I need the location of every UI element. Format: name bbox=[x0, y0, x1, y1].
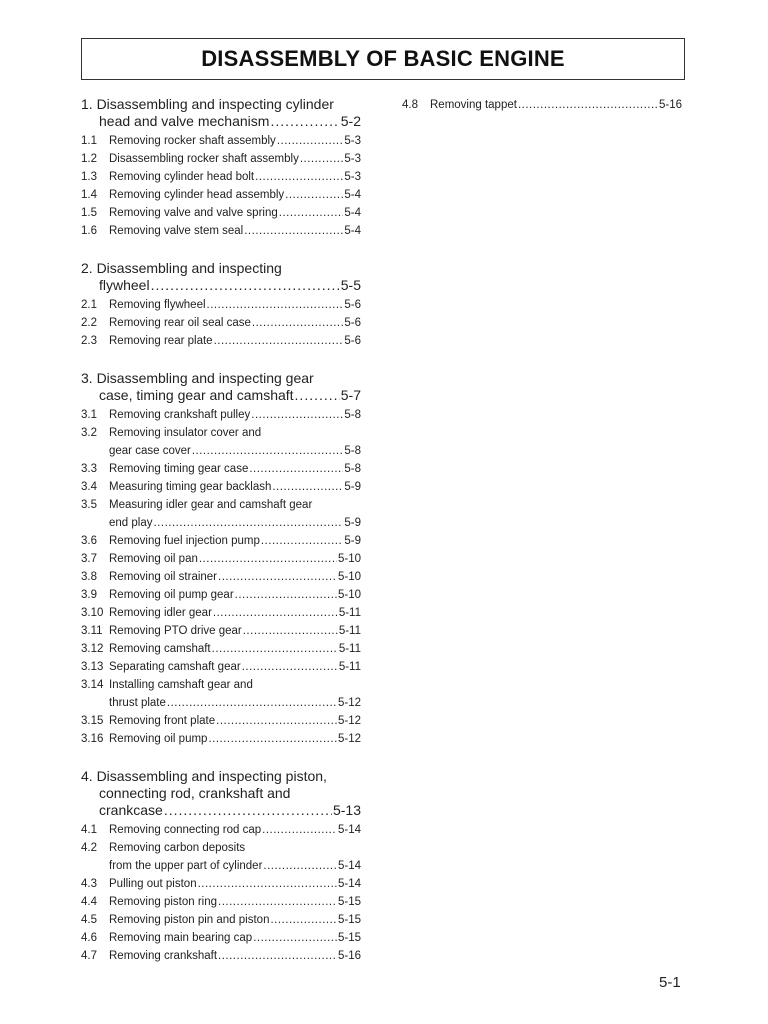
toc-right-column bbox=[402, 96, 682, 114]
dot-leader bbox=[218, 568, 337, 586]
toc-entry[interactable] bbox=[81, 204, 361, 222]
toc-section-heading-last bbox=[81, 113, 361, 130]
toc-entry-page: 5-16 bbox=[658, 99, 682, 111]
dot-leader bbox=[270, 911, 337, 929]
toc-entry-number: 1.5 bbox=[81, 207, 97, 219]
toc-entry-number: 4.7 bbox=[81, 950, 97, 962]
toc-section-heading-line: 2. Disassembling and inspecting bbox=[81, 260, 282, 276]
toc-entry-page: 5-4 bbox=[344, 225, 361, 237]
toc-entry-number: 2.2 bbox=[81, 317, 97, 329]
toc-entry-title: Removing flywheel bbox=[109, 299, 206, 311]
toc-entry[interactable] bbox=[81, 332, 361, 350]
toc-left-column bbox=[81, 96, 361, 985]
dot-leader bbox=[164, 802, 332, 819]
toc-entry[interactable] bbox=[81, 893, 361, 911]
toc-entry-number: 3.1 bbox=[81, 409, 97, 421]
toc-entry-row bbox=[81, 150, 361, 168]
toc-section-heading-line: connecting rod, crankshaft and bbox=[99, 785, 291, 801]
toc-entry-title: Removing crankshaft bbox=[109, 950, 218, 962]
toc-entry-title: Removing front plate bbox=[109, 715, 216, 727]
toc-section-heading[interactable] bbox=[81, 370, 361, 404]
toc-entry-row bbox=[81, 496, 361, 514]
toc-entry-title: Removing rear plate bbox=[109, 335, 213, 347]
dot-leader bbox=[261, 532, 344, 550]
toc-entry-continuation bbox=[81, 442, 361, 460]
toc-entry-page: 5-11 bbox=[338, 607, 361, 619]
toc-entry-continuation bbox=[81, 694, 361, 712]
toc-entry-page: 5-10 bbox=[337, 589, 361, 601]
toc-entry-page: 5-12 bbox=[337, 715, 361, 727]
toc-entry-number: 4.5 bbox=[81, 914, 97, 926]
dot-leader bbox=[263, 857, 337, 875]
toc-entry-row bbox=[81, 314, 361, 332]
toc-entry[interactable] bbox=[81, 568, 361, 586]
toc-entry-page: 5-9 bbox=[344, 481, 361, 493]
toc-section-heading-line: 3. Disassembling and inspecting gear bbox=[81, 370, 314, 386]
toc-section-heading-text: case, timing gear and camshaft bbox=[99, 387, 294, 403]
dot-leader bbox=[208, 730, 337, 748]
toc-entry[interactable] bbox=[81, 222, 361, 240]
toc-entry-number: 1.2 bbox=[81, 153, 97, 165]
dot-leader bbox=[295, 387, 340, 404]
toc-entry-page: 5-15 bbox=[337, 914, 361, 926]
toc-entry-page: 5-12 bbox=[337, 697, 361, 709]
toc-entry-row bbox=[81, 222, 361, 240]
toc-entry-number: 3.11 bbox=[81, 625, 103, 637]
dot-leader bbox=[218, 893, 337, 911]
toc-entry-row bbox=[81, 839, 361, 857]
toc-entry-row bbox=[81, 550, 361, 568]
toc-entry-row bbox=[81, 532, 361, 550]
toc-entry-continuation bbox=[81, 514, 361, 532]
toc-entry-row bbox=[81, 911, 361, 929]
toc-entry[interactable] bbox=[81, 532, 361, 550]
toc-entry-row bbox=[81, 186, 361, 204]
toc-entry-number: 3.14 bbox=[81, 679, 104, 691]
toc-entry-number: 4.4 bbox=[81, 896, 97, 908]
toc-entry-page: 5-6 bbox=[344, 335, 361, 347]
toc-section-heading[interactable] bbox=[81, 768, 361, 819]
toc-entry-title: Disassembling rocker shaft assembly bbox=[109, 153, 299, 165]
dot-leader bbox=[243, 622, 338, 640]
toc-entry-page: 5-12 bbox=[337, 733, 361, 745]
toc-entry-page: 5-16 bbox=[337, 950, 361, 962]
toc-section-heading[interactable] bbox=[81, 260, 361, 294]
toc-section-page: 5-13 bbox=[332, 802, 361, 818]
toc-section-page: 5-5 bbox=[340, 277, 361, 293]
toc-section-page: 5-7 bbox=[340, 387, 361, 403]
toc-entry-title: Removing idler gear bbox=[109, 607, 212, 619]
dot-leader bbox=[199, 550, 337, 568]
toc-entry-title: Removing valve and valve spring bbox=[109, 207, 278, 219]
toc-entry[interactable] bbox=[81, 496, 361, 532]
toc-section bbox=[81, 260, 361, 350]
toc-entry-title: Removing oil pump bbox=[109, 733, 208, 745]
toc-entry[interactable] bbox=[81, 821, 361, 839]
toc-entry-row bbox=[81, 712, 361, 730]
toc-entry-number: 4.8 bbox=[402, 99, 418, 111]
toc-entry[interactable] bbox=[81, 132, 361, 150]
toc-entry-row bbox=[81, 406, 361, 424]
toc-entry-title: Removing oil pump gear bbox=[109, 589, 234, 601]
toc-entry[interactable] bbox=[81, 947, 361, 965]
toc-section-heading-text: crankcase bbox=[99, 802, 163, 818]
toc-entry-page: 5-14 bbox=[337, 824, 361, 836]
dot-leader bbox=[272, 478, 343, 496]
toc-entry[interactable] bbox=[81, 730, 361, 748]
toc-entry[interactable] bbox=[81, 460, 361, 478]
dot-leader bbox=[300, 150, 344, 168]
toc-entry-number: 2.3 bbox=[81, 335, 97, 347]
dot-leader bbox=[198, 875, 337, 893]
toc-entry-number: 4.3 bbox=[81, 878, 97, 890]
dot-leader bbox=[153, 514, 343, 532]
toc-entry[interactable] bbox=[81, 186, 361, 204]
toc-entry-page: 5-10 bbox=[337, 571, 361, 583]
toc-section-heading-line: 1. Disassembling and inspecting cylinder bbox=[81, 96, 334, 112]
toc-entry-title: Removing cylinder head assembly bbox=[109, 189, 285, 201]
toc-section-page: 5-2 bbox=[340, 113, 361, 129]
toc-section bbox=[81, 96, 361, 240]
dot-leader bbox=[167, 694, 337, 712]
toc-entry-title-cont: end play bbox=[109, 517, 153, 529]
toc-entry-number: 1.6 bbox=[81, 225, 97, 237]
toc-entry-row bbox=[81, 568, 361, 586]
toc-entry-title-cont: thrust plate bbox=[109, 697, 166, 709]
toc-entry-row bbox=[81, 460, 361, 478]
dot-leader bbox=[212, 640, 338, 658]
toc-entry[interactable] bbox=[81, 424, 361, 460]
toc-entry-row bbox=[81, 586, 361, 604]
toc-entry[interactable] bbox=[81, 676, 361, 712]
toc-entry-title: Separating camshaft gear bbox=[109, 661, 241, 673]
toc-entry-number: 2.1 bbox=[81, 299, 97, 311]
dot-leader bbox=[518, 96, 658, 114]
page-number: 5-1 bbox=[659, 974, 681, 991]
toc-entry[interactable] bbox=[81, 875, 361, 893]
toc-entry[interactable] bbox=[81, 911, 361, 929]
toc-entry-title: Removing valve stem seal bbox=[109, 225, 244, 237]
dot-leader bbox=[213, 604, 338, 622]
toc-entry-title: Installing camshaft gear and bbox=[109, 679, 253, 691]
toc-entry-row bbox=[81, 204, 361, 222]
toc-entry-page: 5-9 bbox=[344, 517, 361, 529]
toc-entry-page: 5-9 bbox=[344, 535, 361, 547]
dot-leader bbox=[192, 442, 344, 460]
toc-entry-title: Removing crankshaft pulley bbox=[109, 409, 251, 421]
toc-entry-row bbox=[81, 622, 361, 640]
dot-leader bbox=[285, 186, 343, 204]
toc-entry-page: 5-15 bbox=[337, 932, 361, 944]
dot-leader bbox=[151, 277, 340, 294]
toc-entry-number: 4.2 bbox=[81, 842, 97, 854]
dot-leader bbox=[253, 929, 337, 947]
toc-entry-title: Removing rear oil seal case bbox=[109, 317, 251, 329]
dot-leader bbox=[207, 296, 344, 314]
toc-entry-page: 5-15 bbox=[337, 896, 361, 908]
toc-entry-title: Removing cylinder head bolt bbox=[109, 171, 255, 183]
toc-entry-page: 5-3 bbox=[344, 135, 361, 147]
toc-entry-title: Removing connecting rod cap bbox=[109, 824, 262, 836]
toc-section-heading[interactable] bbox=[81, 96, 361, 130]
toc-entry-title: Removing PTO drive gear bbox=[109, 625, 242, 637]
toc-entry-row bbox=[81, 821, 361, 839]
dot-leader bbox=[249, 460, 343, 478]
toc-entry-number: 3.16 bbox=[81, 733, 104, 745]
toc-entry[interactable] bbox=[81, 604, 361, 622]
dot-leader bbox=[255, 168, 343, 186]
toc-entry-number: 1.3 bbox=[81, 171, 97, 183]
toc-entry[interactable] bbox=[81, 478, 361, 496]
toc-entry[interactable] bbox=[81, 314, 361, 332]
toc-entry-row bbox=[81, 424, 361, 442]
toc-entry-number: 3.6 bbox=[81, 535, 97, 547]
toc-entry-row bbox=[81, 676, 361, 694]
toc-entry-title: Pulling out piston bbox=[109, 878, 197, 890]
toc-entry-number: 3.7 bbox=[81, 553, 97, 565]
toc-entry-number: 3.9 bbox=[81, 589, 97, 601]
toc-entry-title: Removing oil strainer bbox=[109, 571, 218, 583]
toc-entry[interactable] bbox=[81, 406, 361, 424]
toc-entry-page: 5-14 bbox=[337, 878, 361, 890]
toc-entry-row bbox=[402, 96, 682, 114]
toc-entry-row bbox=[81, 640, 361, 658]
toc-section bbox=[81, 370, 361, 748]
toc-entry-page: 5-8 bbox=[344, 445, 361, 457]
toc-entry-row bbox=[81, 875, 361, 893]
toc-entry-page: 5-14 bbox=[337, 860, 361, 872]
toc-entry-title: Removing camshaft bbox=[109, 643, 211, 655]
toc-entry-page: 5-11 bbox=[338, 625, 361, 637]
toc-entry-number: 3.4 bbox=[81, 481, 97, 493]
toc-entry-row bbox=[81, 730, 361, 748]
toc-section-heading-line: 4. Disassembling and inspecting piston, bbox=[81, 768, 327, 784]
dot-leader bbox=[235, 586, 337, 604]
toc-entry-row bbox=[81, 332, 361, 350]
dot-leader bbox=[214, 332, 344, 350]
toc-entry[interactable] bbox=[81, 296, 361, 314]
toc-entry-title: Removing main bearing cap bbox=[109, 932, 253, 944]
toc-entry-page: 5-4 bbox=[344, 189, 361, 201]
toc-entry-page: 5-4 bbox=[344, 207, 361, 219]
dot-leader bbox=[252, 314, 343, 332]
toc-entry-number: 4.6 bbox=[81, 932, 97, 944]
toc-entry-title: Removing timing gear case bbox=[109, 463, 249, 475]
toc-entry-page: 5-8 bbox=[344, 409, 361, 421]
toc-entry-page: 5-3 bbox=[344, 171, 361, 183]
toc-entry[interactable] bbox=[81, 712, 361, 730]
toc-entry-row bbox=[81, 168, 361, 186]
toc-entry[interactable] bbox=[81, 929, 361, 947]
dot-leader bbox=[218, 947, 337, 965]
toc-entry[interactable] bbox=[81, 168, 361, 186]
dot-leader bbox=[216, 712, 337, 730]
toc-entry[interactable] bbox=[81, 640, 361, 658]
toc-entry-row bbox=[81, 929, 361, 947]
toc-entry-title: Removing tappet bbox=[430, 99, 517, 111]
toc-entry-number: 3.2 bbox=[81, 427, 97, 439]
toc-entry[interactable] bbox=[81, 839, 361, 875]
toc-entry-page: 5-6 bbox=[344, 299, 361, 311]
dot-leader bbox=[251, 406, 343, 424]
toc-entry-page: 5-6 bbox=[344, 317, 361, 329]
title-box bbox=[81, 38, 685, 80]
toc-entry-page: 5-10 bbox=[337, 553, 361, 565]
toc-entry-number: 1.4 bbox=[81, 189, 97, 201]
toc-entry-number: 3.15 bbox=[81, 715, 104, 727]
toc-entry[interactable] bbox=[402, 96, 682, 114]
toc-entry-page: 5-8 bbox=[344, 463, 361, 475]
toc-entry-row bbox=[81, 604, 361, 622]
toc-entry-title: Removing carbon deposits bbox=[109, 842, 246, 854]
toc-entry-row bbox=[81, 947, 361, 965]
toc-section-heading-text: head and valve mechanism bbox=[99, 113, 270, 129]
toc-section-heading-text: flywheel bbox=[99, 277, 150, 293]
toc-entry-row bbox=[81, 478, 361, 496]
toc-entry-number: 3.8 bbox=[81, 571, 97, 583]
toc-entry-page: 5-11 bbox=[338, 643, 361, 655]
dot-leader bbox=[277, 132, 344, 150]
toc-entry[interactable] bbox=[81, 550, 361, 568]
dot-leader bbox=[279, 204, 344, 222]
toc-entry-title: Measuring timing gear backlash bbox=[109, 481, 272, 493]
toc-section-heading-last bbox=[81, 277, 361, 294]
toc-entry-row bbox=[81, 893, 361, 911]
toc-section-heading-last bbox=[81, 802, 361, 819]
dot-leader bbox=[270, 113, 339, 130]
page-title: DISASSEMBLY OF BASIC ENGINE bbox=[201, 46, 565, 71]
toc-section-heading-last bbox=[81, 387, 361, 404]
toc-entry-title: Measuring idler gear and camshaft gear bbox=[109, 499, 313, 511]
toc-entry-title-cont: from the upper part of cylinder bbox=[109, 860, 263, 872]
toc-entry-page: 5-3 bbox=[344, 153, 361, 165]
toc-entry-row bbox=[81, 132, 361, 150]
toc-entry-number: 4.1 bbox=[81, 824, 97, 836]
toc-entry-page: 5-11 bbox=[338, 661, 361, 673]
toc-entry-row bbox=[81, 658, 361, 676]
dot-leader bbox=[242, 658, 338, 676]
toc-entry-title-cont: gear case cover bbox=[109, 445, 191, 457]
toc-entry-continuation bbox=[81, 857, 361, 875]
toc-entry-title: Removing rocker shaft assembly bbox=[109, 135, 276, 147]
toc-entry-number: 1.1 bbox=[81, 135, 97, 147]
toc-entry[interactable] bbox=[81, 658, 361, 676]
toc-entry-number: 3.12 bbox=[81, 643, 104, 655]
toc-entry-number: 3.13 bbox=[81, 661, 104, 673]
dot-leader bbox=[244, 222, 343, 240]
toc-entry[interactable] bbox=[81, 150, 361, 168]
toc-entry-title: Removing fuel injection pump bbox=[109, 535, 260, 547]
dot-leader bbox=[262, 821, 337, 839]
toc-section bbox=[81, 768, 361, 965]
toc-entry[interactable] bbox=[81, 622, 361, 640]
toc-entry-number: 3.10 bbox=[81, 607, 104, 619]
toc-entry-number: 3.3 bbox=[81, 463, 97, 475]
toc-entry[interactable] bbox=[81, 586, 361, 604]
toc-entry-title: Removing piston pin and piston bbox=[109, 914, 270, 926]
toc-entry-row bbox=[81, 296, 361, 314]
toc-entry-title: Removing oil pan bbox=[109, 553, 198, 565]
toc-entry-number: 3.5 bbox=[81, 499, 97, 511]
toc-entry-title: Removing insulator cover and bbox=[109, 427, 262, 439]
toc-entry-title: Removing piston ring bbox=[109, 896, 218, 908]
